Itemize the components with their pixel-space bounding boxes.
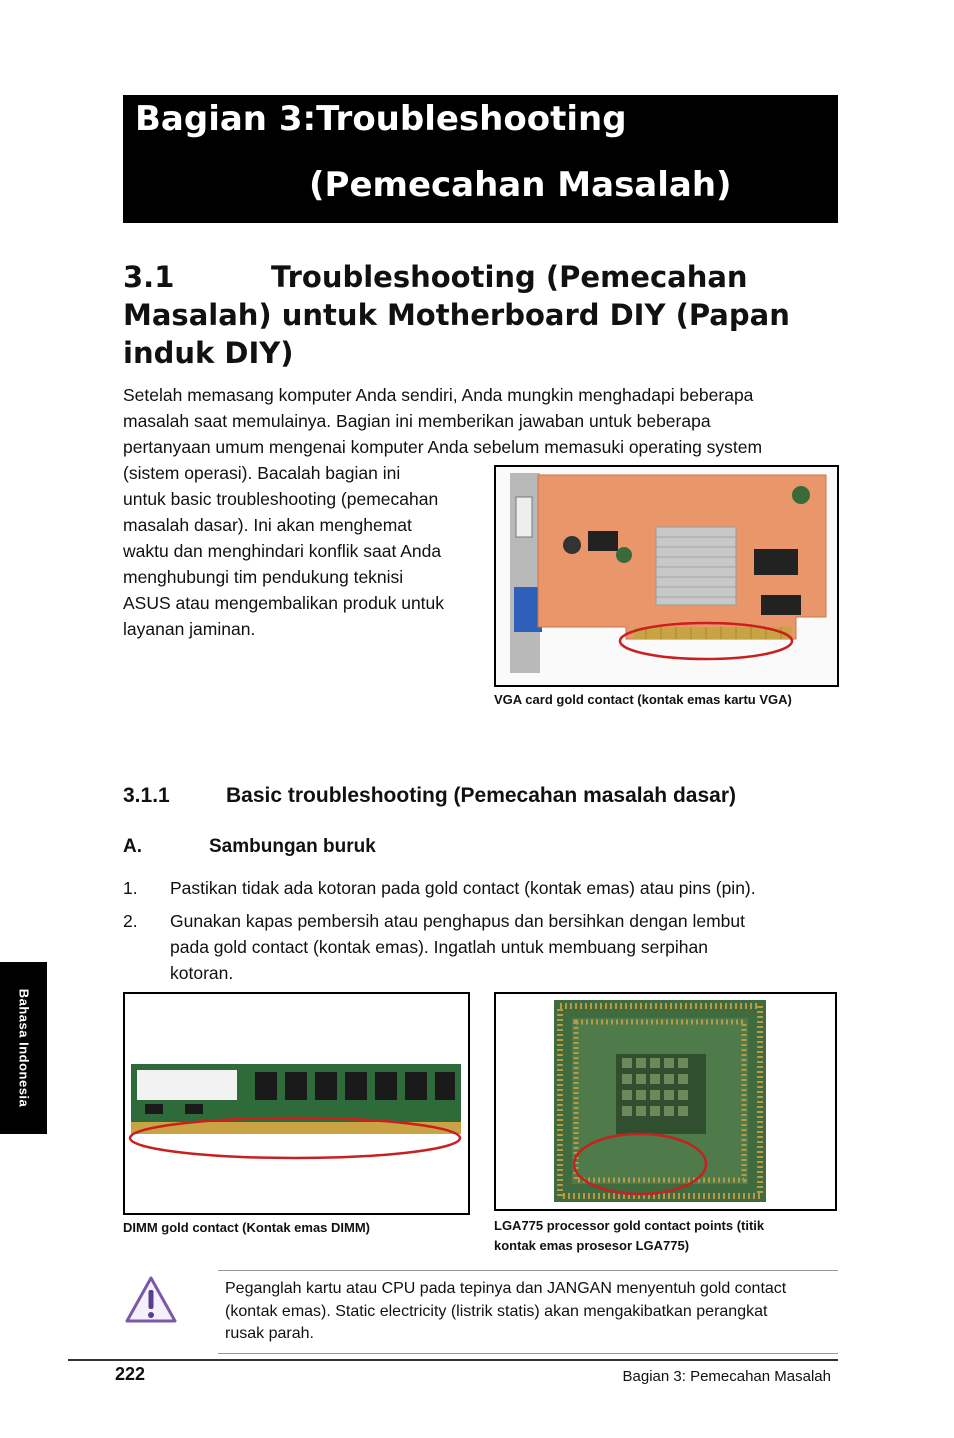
cpu-caption-line2: kontak emas prosesor LGA775) <box>494 1238 690 1253</box>
intro-line: untuk basic troubleshooting (pemecahan <box>123 489 439 509</box>
page-number: 222 <box>115 1364 146 1384</box>
footer-rule <box>68 1359 838 1361</box>
warning-note-text <box>225 1278 840 1346</box>
intro-paragraph-wrapped <box>123 460 488 642</box>
intro-line: waktu dan menghindari konflik saat Anda <box>123 541 442 561</box>
section-heading <box>123 258 843 372</box>
intro-line: masalah dasar). Ini akan menghemat <box>123 515 412 535</box>
section-title-line2: Masalah) untuk Motherboard DIY (Papan <box>123 298 790 332</box>
subsection-number: 3.1.1 <box>123 784 170 807</box>
cpu-image <box>496 994 835 1209</box>
warning-triangle-icon <box>124 1275 178 1325</box>
chapter-title-line2: (Pemecahan Masalah) <box>309 165 732 205</box>
step-line: Gunakan kapas pembersih atau penghapus dan bersihkan dengan lembut <box>170 911 745 931</box>
note-top-rule <box>218 1270 838 1271</box>
intro-line: masalah saat memulainya. Bagian ini memberikan jawaban untuk beberapa <box>123 411 711 431</box>
note-bottom-rule <box>218 1353 838 1354</box>
cpu-caption <box>494 1216 764 1256</box>
step-line: pada gold contact (kontak emas). Ingatlah untuk membuang serpihan <box>170 937 708 957</box>
language-side-tab <box>0 962 47 1134</box>
dimm-figure <box>123 992 470 1215</box>
cpu-figure <box>494 992 837 1211</box>
step-text <box>170 908 840 986</box>
intro-line: Setelah memasang komputer Anda sendiri, Anda mungkin menghadapi beberapa <box>123 385 754 405</box>
step-line: kotoran. <box>170 963 234 983</box>
vga-caption: VGA card gold contact (kontak emas kartu VGA) <box>494 692 792 707</box>
dimm-caption: DIMM gold contact (Kontak emas DIMM) <box>123 1220 371 1235</box>
intro-line: layanan jaminan. <box>123 619 256 639</box>
step-number: 1. <box>123 878 138 898</box>
section-title-line1: Troubleshooting (Pemecahan <box>271 260 748 294</box>
cpu-caption-line1: LGA775 processor gold contact points (titik <box>494 1218 765 1233</box>
vga-card-image <box>496 467 837 685</box>
step-line: Pastikan tidak ada kotoran pada gold contact (kontak emas) atau pins (pin). <box>170 878 756 898</box>
chapter-title-line1: Bagian 3:Troubleshooting <box>135 99 627 139</box>
note-line: rusak parah. <box>225 1325 314 1342</box>
chapter-title-bar <box>123 95 838 223</box>
language-label: Bahasa Indonesia <box>16 988 31 1108</box>
subsubsection-letter: A. <box>123 836 142 857</box>
dimm-image <box>125 994 468 1213</box>
intro-paragraph-top <box>123 382 843 460</box>
section-title-line3: induk DIY) <box>123 336 294 370</box>
step-text <box>170 875 840 901</box>
note-line: Peganglah kartu atau CPU pada tepinya dan JANGAN menyentuh gold contact <box>225 1280 787 1297</box>
intro-line: (sistem operasi). Bacalah bagian ini <box>123 463 401 483</box>
subsection-heading <box>123 784 736 808</box>
subsubsection-title: Sambungan buruk <box>209 836 376 857</box>
note-line: (kontak emas). Static electricity (listrik statis) akan mengakibatkan perangkat <box>225 1302 768 1320</box>
step-number: 2. <box>123 911 138 931</box>
running-title: Bagian 3: Pemecahan Masalah <box>622 1368 831 1385</box>
intro-line: pertanyaan umum mengenai komputer Anda sebelum memasuki operating system <box>123 437 763 457</box>
section-number: 3.1 <box>123 260 175 294</box>
subsection-title: Basic troubleshooting (Pemecahan masalah dasar) <box>226 784 736 807</box>
intro-line: menghubungi tim pendukung teknisi <box>123 567 404 587</box>
subsubsection-heading <box>123 836 376 858</box>
vga-card-figure <box>494 465 839 687</box>
intro-line: ASUS atau mengembalikan produk untuk <box>123 593 445 613</box>
